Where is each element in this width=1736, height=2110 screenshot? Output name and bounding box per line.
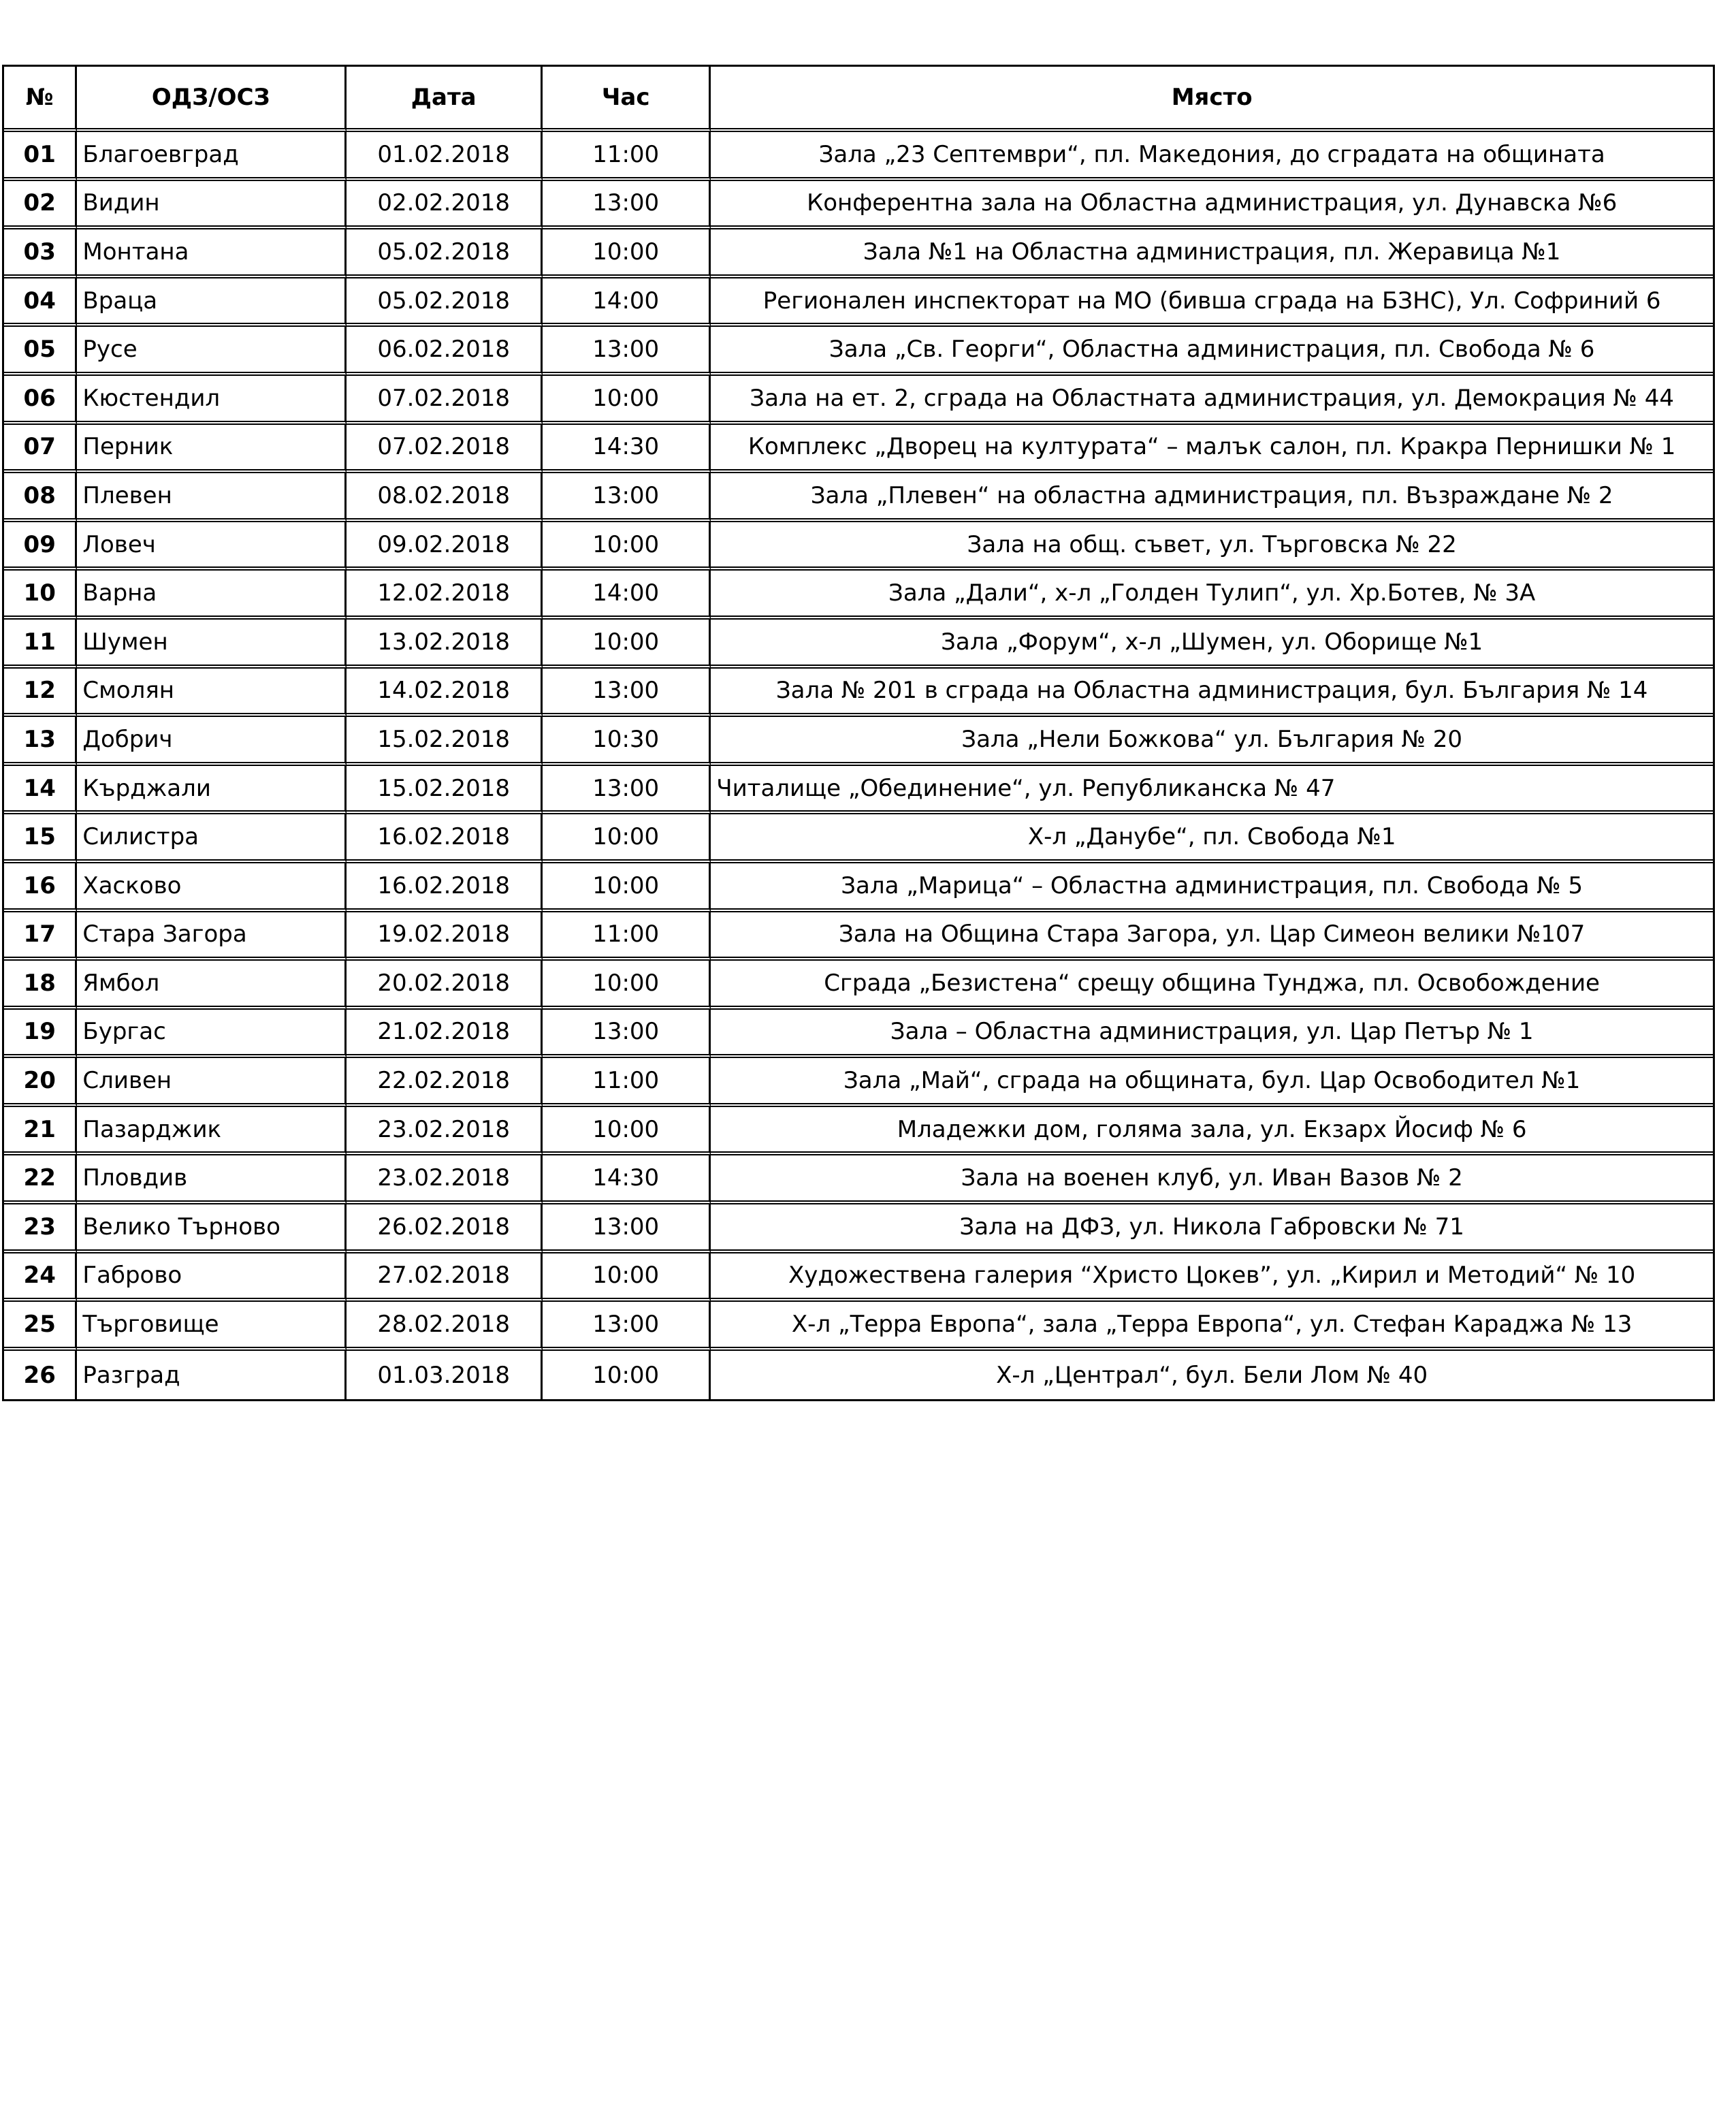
row-time: 10:00 xyxy=(543,863,711,912)
row-number: 26 xyxy=(4,1351,77,1400)
table-row xyxy=(4,1253,1713,1302)
row-date: 28.02.2018 xyxy=(347,1302,543,1351)
row-time: 10:00 xyxy=(543,522,711,571)
row-date: 16.02.2018 xyxy=(347,814,543,863)
row-time: 10:00 xyxy=(543,814,711,863)
row-region: Благоевград xyxy=(77,132,347,181)
table-row xyxy=(4,571,1713,620)
row-number: 03 xyxy=(4,229,77,278)
row-region: Бургас xyxy=(77,1010,347,1059)
table-row xyxy=(4,1155,1713,1204)
row-number: 19 xyxy=(4,1010,77,1059)
row-number: 13 xyxy=(4,717,77,766)
table-row xyxy=(4,717,1713,766)
table-row xyxy=(4,1351,1713,1400)
row-region: Хасково xyxy=(77,863,347,912)
row-number: 04 xyxy=(4,278,77,327)
row-region: Перник xyxy=(77,425,347,474)
row-number: 18 xyxy=(4,961,77,1010)
row-location: Зала на Община Стара Загора, ул. Цар Симеон велики №107 xyxy=(711,912,1713,961)
row-date: 07.02.2018 xyxy=(347,376,543,425)
row-region: Смолян xyxy=(77,669,347,718)
header-time: Час xyxy=(543,67,711,132)
table-body xyxy=(4,132,1713,1399)
row-location: Зала на ет. 2, сграда на Областната администрация, ул. Демокрация № 44 xyxy=(711,376,1713,425)
row-date: 14.02.2018 xyxy=(347,669,543,718)
row-time: 10:00 xyxy=(543,1253,711,1302)
row-location: Зала – Областна администрация, ул. Цар Петър № 1 xyxy=(711,1010,1713,1059)
row-location: Зала „Нели Божкова“ ул. България № 20 xyxy=(711,717,1713,766)
row-date: 16.02.2018 xyxy=(347,863,543,912)
row-date: 09.02.2018 xyxy=(347,522,543,571)
row-location: Зала „Св. Георги“, Областна администрация, пл. Свобода № 6 xyxy=(711,327,1713,376)
row-number: 22 xyxy=(4,1155,77,1204)
table-row xyxy=(4,863,1713,912)
row-number: 23 xyxy=(4,1204,77,1253)
row-date: 20.02.2018 xyxy=(347,961,543,1010)
row-region: Пловдив xyxy=(77,1155,347,1204)
row-location: Зала „23 Септември“, пл. Македония, до сградата на общината xyxy=(711,132,1713,181)
row-location: Конферентна зала на Областна администрация, ул. Дунавска №6 xyxy=(711,181,1713,230)
table-row xyxy=(4,1107,1713,1156)
row-number: 14 xyxy=(4,766,77,815)
table-row xyxy=(4,1058,1713,1107)
row-date: 05.02.2018 xyxy=(347,229,543,278)
row-date: 23.02.2018 xyxy=(347,1107,543,1156)
row-region: Кърджали xyxy=(77,766,347,815)
row-location: Зала на военен клуб, ул. Иван Вазов № 2 xyxy=(711,1155,1713,1204)
row-number: 11 xyxy=(4,620,77,669)
row-date: 06.02.2018 xyxy=(347,327,543,376)
row-region: Враца xyxy=(77,278,347,327)
table-row xyxy=(4,620,1713,669)
table-row xyxy=(4,327,1713,376)
row-number: 12 xyxy=(4,669,77,718)
row-date: 12.02.2018 xyxy=(347,571,543,620)
table-row xyxy=(4,425,1713,474)
row-time: 13:00 xyxy=(543,327,711,376)
row-region: Монтана xyxy=(77,229,347,278)
table-row xyxy=(4,229,1713,278)
row-location: Зала „Плевен“ на областна администрация, пл. Възраждане № 2 xyxy=(711,473,1713,522)
row-time: 13:00 xyxy=(543,181,711,230)
row-time: 13:00 xyxy=(543,1302,711,1351)
row-time: 11:00 xyxy=(543,1058,711,1107)
row-region: Видин xyxy=(77,181,347,230)
row-location: Зала №1 на Областна администрация, пл. Жеравица №1 xyxy=(711,229,1713,278)
row-date: 21.02.2018 xyxy=(347,1010,543,1059)
row-region: Стара Загора xyxy=(77,912,347,961)
row-location: Зала „Марица“ – Областна администрация, пл. Свобода № 5 xyxy=(711,863,1713,912)
row-region: Ловеч xyxy=(77,522,347,571)
table-row xyxy=(4,1204,1713,1253)
row-region: Добрич xyxy=(77,717,347,766)
row-date: 26.02.2018 xyxy=(347,1204,543,1253)
row-region: Габрово xyxy=(77,1253,347,1302)
row-location: Зала на ДФЗ, ул. Никола Габровски № 71 xyxy=(711,1204,1713,1253)
table-row xyxy=(4,181,1713,230)
row-time: 13:00 xyxy=(543,1010,711,1059)
row-time: 14:30 xyxy=(543,1155,711,1204)
row-region: Търговище xyxy=(77,1302,347,1351)
row-date: 22.02.2018 xyxy=(347,1058,543,1107)
row-location: Регионален инспекторат на МО (бивша сграда на БЗНС), Ул. Софриний 6 xyxy=(711,278,1713,327)
row-time: 11:00 xyxy=(543,912,711,961)
row-time: 10:00 xyxy=(543,1351,711,1400)
table-row xyxy=(4,961,1713,1010)
row-date: 27.02.2018 xyxy=(347,1253,543,1302)
row-date: 15.02.2018 xyxy=(347,766,543,815)
table-row xyxy=(4,814,1713,863)
row-number: 16 xyxy=(4,863,77,912)
row-time: 10:00 xyxy=(543,961,711,1010)
row-date: 19.02.2018 xyxy=(347,912,543,961)
row-time: 13:00 xyxy=(543,473,711,522)
row-date: 08.02.2018 xyxy=(347,473,543,522)
row-location: Художествена галерия “Христо Цокев”, ул. „Кирил и Методий“ № 10 xyxy=(711,1253,1713,1302)
row-region: Плевен xyxy=(77,473,347,522)
row-date: 07.02.2018 xyxy=(347,425,543,474)
row-time: 10:30 xyxy=(543,717,711,766)
table-row xyxy=(4,669,1713,718)
row-location: Зала „Форум“, х-л „Шумен, ул. Оборище №1 xyxy=(711,620,1713,669)
row-location: Комплекс „Дворец на културата“ – малък салон, пл. Кракра Пернишки № 1 xyxy=(711,425,1713,474)
row-location: Читалище „Обединение“, ул. Републиканска № 47 xyxy=(711,766,1713,815)
header-location: Място xyxy=(711,67,1713,132)
row-time: 14:30 xyxy=(543,425,711,474)
row-time: 10:00 xyxy=(543,229,711,278)
row-region: Шумен xyxy=(77,620,347,669)
header-number: № xyxy=(4,67,77,132)
table-row xyxy=(4,1302,1713,1351)
row-date: 13.02.2018 xyxy=(347,620,543,669)
row-location: Зала на общ. съвет, ул. Търговска № 22 xyxy=(711,522,1713,571)
row-date: 15.02.2018 xyxy=(347,717,543,766)
row-region: Разград xyxy=(77,1351,347,1400)
row-region: Велико Търново xyxy=(77,1204,347,1253)
row-date: 01.02.2018 xyxy=(347,132,543,181)
row-number: 20 xyxy=(4,1058,77,1107)
row-location: Зала № 201 в сграда на Областна администрация, бул. България № 14 xyxy=(711,669,1713,718)
row-time: 13:00 xyxy=(543,669,711,718)
table-row xyxy=(4,766,1713,815)
row-location: Х-л „Данубе“, пл. Свобода №1 xyxy=(711,814,1713,863)
row-location: Х-л „Терра Европа“, зала „Терра Европа“, ул. Стефан Караджа № 13 xyxy=(711,1302,1713,1351)
row-time: 13:00 xyxy=(543,766,711,815)
table-row xyxy=(4,912,1713,961)
row-region: Ямбол xyxy=(77,961,347,1010)
table-row xyxy=(4,522,1713,571)
row-time: 10:00 xyxy=(543,1107,711,1156)
row-region: Варна xyxy=(77,571,347,620)
header-date: Дата xyxy=(347,67,543,132)
row-region: Пазарджик xyxy=(77,1107,347,1156)
row-date: 05.02.2018 xyxy=(347,278,543,327)
table-row xyxy=(4,278,1713,327)
row-number: 24 xyxy=(4,1253,77,1302)
table-row xyxy=(4,1010,1713,1059)
table-row xyxy=(4,132,1713,181)
row-number: 07 xyxy=(4,425,77,474)
row-location: Зала „Май“, сграда на общината, бул. Цар Освободител №1 xyxy=(711,1058,1713,1107)
row-region: Русе xyxy=(77,327,347,376)
row-date: 02.02.2018 xyxy=(347,181,543,230)
row-time: 14:00 xyxy=(543,571,711,620)
row-time: 11:00 xyxy=(543,132,711,181)
row-region: Силистра xyxy=(77,814,347,863)
row-number: 17 xyxy=(4,912,77,961)
row-number: 10 xyxy=(4,571,77,620)
row-number: 09 xyxy=(4,522,77,571)
row-date: 01.03.2018 xyxy=(347,1351,543,1400)
table-row xyxy=(4,473,1713,522)
header-region: ОДЗ/ОСЗ xyxy=(77,67,347,132)
row-number: 15 xyxy=(4,814,77,863)
row-location: Младежки дом, голяма зала, ул. Екзарх Йосиф № 6 xyxy=(711,1107,1713,1156)
table-row xyxy=(4,376,1713,425)
row-region: Кюстендил xyxy=(77,376,347,425)
row-time: 13:00 xyxy=(543,1204,711,1253)
row-location: Х-л „Централ“, бул. Бели Лом № 40 xyxy=(996,1361,1428,1389)
row-location: Зала „Дали“, х-л „Голден Тулип“, ул. Хр.Ботев, № 3А xyxy=(711,571,1713,620)
row-number: 01 xyxy=(4,132,77,181)
schedule-table xyxy=(2,65,1715,1401)
row-time: 14:00 xyxy=(543,278,711,327)
row-time: 10:00 xyxy=(543,620,711,669)
row-number: 06 xyxy=(4,376,77,425)
row-number: 21 xyxy=(4,1107,77,1156)
row-number: 08 xyxy=(4,473,77,522)
row-time: 10:00 xyxy=(543,376,711,425)
row-date: 23.02.2018 xyxy=(347,1155,543,1204)
row-number: 25 xyxy=(4,1302,77,1351)
row-location: Сграда „Безистена“ срещу община Тунджа, пл. Освобождение xyxy=(711,961,1713,1010)
row-number: 02 xyxy=(4,181,77,230)
row-region: Сливен xyxy=(77,1058,347,1107)
row-number: 05 xyxy=(4,327,77,376)
table-header-row xyxy=(4,67,1713,132)
